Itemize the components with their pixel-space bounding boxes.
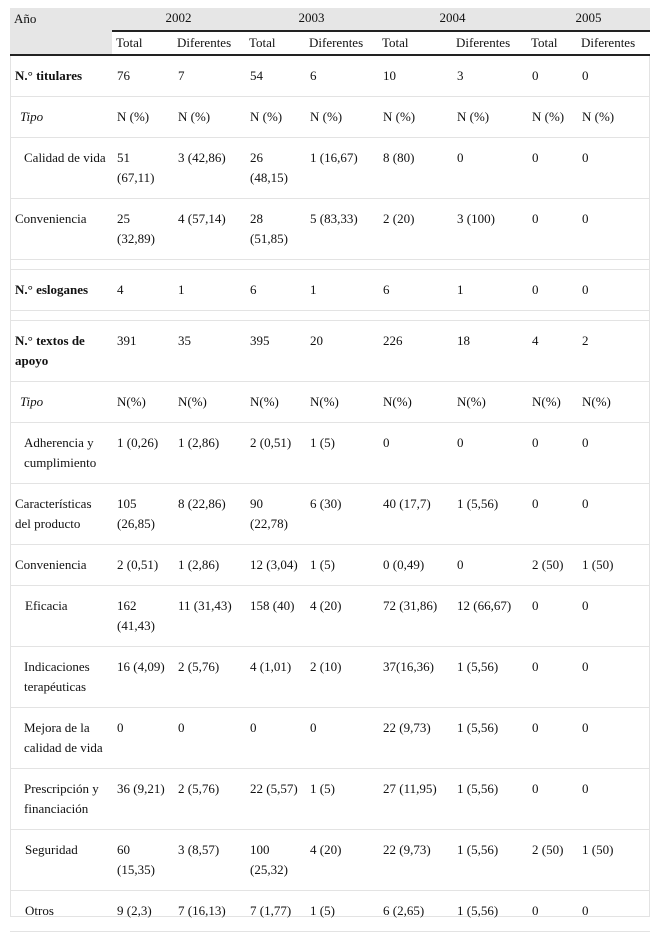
table-row	[10, 138, 650, 199]
table-cell: 54	[245, 55, 305, 97]
table-row	[10, 199, 650, 260]
table-cell: 1 (16,67)	[305, 138, 378, 199]
table-cell: 0	[452, 138, 527, 199]
table-cell: 8 (22,86)	[173, 484, 245, 545]
table-cell: 0	[577, 647, 650, 708]
table-cell: 0	[527, 484, 577, 545]
table-cell: 28 (51,85)	[245, 199, 305, 260]
table-cell: 0 (0,49)	[378, 545, 452, 586]
table-cell: 0	[577, 891, 650, 932]
table-cell: 1 (50)	[577, 830, 650, 891]
table-row	[10, 270, 650, 311]
table-cell: 4 (20)	[305, 830, 378, 891]
table-cell: 6 (30)	[305, 484, 378, 545]
spacer-cell	[10, 311, 650, 321]
table-cell: 0	[173, 708, 245, 769]
table-cell: 7 (16,13)	[173, 891, 245, 932]
row-label: Indicaciones terapéuticas	[10, 647, 112, 708]
table-cell: 22 (9,73)	[378, 830, 452, 891]
table-cell: 162 (41,43)	[112, 586, 173, 647]
table-row	[10, 830, 650, 891]
row-label: Tipo	[10, 382, 112, 423]
row-label: N.° esloganes	[10, 270, 112, 311]
table-cell: 1	[452, 270, 527, 311]
table-cell: 35	[173, 321, 245, 382]
table-cell: 2	[577, 321, 650, 382]
header-diferentes: Diferentes	[173, 31, 245, 55]
table-cell: 1 (5)	[305, 423, 378, 484]
row-label: Adherencia y cumplimiento	[10, 423, 112, 484]
table-cell: 10	[378, 55, 452, 97]
table-cell: 4 (1,01)	[245, 647, 305, 708]
table-cell: 0	[527, 55, 577, 97]
table-cell: 0	[112, 708, 173, 769]
table-cell: 1 (5,56)	[452, 769, 527, 830]
table-cell: 1 (5)	[305, 769, 378, 830]
table-cell: 37(16,36)	[378, 647, 452, 708]
table-cell: 1 (5,56)	[452, 647, 527, 708]
table-row	[10, 586, 650, 647]
table-cell: 0	[577, 270, 650, 311]
table-cell: 2 (20)	[378, 199, 452, 260]
table-cell: 395	[245, 321, 305, 382]
header-row-years	[10, 8, 650, 31]
table-cell: 5 (83,33)	[305, 199, 378, 260]
spacer-row	[10, 260, 650, 270]
table-cell: N(%)	[112, 382, 173, 423]
table-cell: N(%)	[527, 382, 577, 423]
table-cell: 0	[378, 423, 452, 484]
table-cell: 20	[305, 321, 378, 382]
table-cell: 51 (67,11)	[112, 138, 173, 199]
table-cell: 1 (5,56)	[452, 708, 527, 769]
table-cell: N(%)	[173, 382, 245, 423]
table-cell: 22 (5,57)	[245, 769, 305, 830]
table-cell: 0	[527, 647, 577, 708]
header-year-2004: 2004	[378, 8, 527, 31]
table-row	[10, 545, 650, 586]
table-cell: 0	[527, 199, 577, 260]
table-cell: 0	[527, 138, 577, 199]
table-cell: 0	[305, 708, 378, 769]
table-cell: 3 (8,57)	[173, 830, 245, 891]
table-cell: N (%)	[452, 97, 527, 138]
table-cell: 12 (66,67)	[452, 586, 527, 647]
table-row	[10, 321, 650, 382]
table-cell: 1 (0,26)	[112, 423, 173, 484]
table-cell: 6	[305, 55, 378, 97]
header-diferentes: Diferentes	[305, 31, 378, 55]
table-row	[10, 769, 650, 830]
table-row	[10, 891, 650, 932]
table-row	[10, 484, 650, 545]
row-label: Conveniencia	[10, 199, 112, 260]
row-label: N.° titulares	[10, 55, 112, 97]
table-cell: 0	[527, 769, 577, 830]
table-cell: 2 (50)	[527, 830, 577, 891]
table-cell: 25 (32,89)	[112, 199, 173, 260]
table-cell: 22 (9,73)	[378, 708, 452, 769]
table-cell: 2 (10)	[305, 647, 378, 708]
table-cell: N (%)	[527, 97, 577, 138]
table-cell: 27 (11,95)	[378, 769, 452, 830]
header-diferentes: Diferentes	[452, 31, 527, 55]
table-cell: 1 (5)	[305, 545, 378, 586]
table-cell: 1	[305, 270, 378, 311]
table-cell: 0	[527, 270, 577, 311]
data-table	[10, 8, 650, 932]
row-label: Características del producto	[10, 484, 112, 545]
table-cell: N (%)	[112, 97, 173, 138]
table-cell: 2 (5,76)	[173, 769, 245, 830]
table-cell: 3 (100)	[452, 199, 527, 260]
table-row	[10, 55, 650, 97]
table-cell: N(%)	[245, 382, 305, 423]
table-row	[10, 382, 650, 423]
table-cell: N(%)	[305, 382, 378, 423]
table-cell: 60 (15,35)	[112, 830, 173, 891]
table-cell: 0	[577, 484, 650, 545]
table-cell: 0	[527, 423, 577, 484]
table-cell: N(%)	[452, 382, 527, 423]
header-year-2003: 2003	[245, 8, 378, 31]
table-cell: 1 (5,56)	[452, 484, 527, 545]
table-row	[10, 647, 650, 708]
table-cell: 0	[577, 55, 650, 97]
spacer-row	[10, 311, 650, 321]
table-cell: 2 (0,51)	[245, 423, 305, 484]
table-cell: 4 (20)	[305, 586, 378, 647]
table-cell: 226	[378, 321, 452, 382]
table-cell: 0	[527, 586, 577, 647]
table-cell: 0	[527, 891, 577, 932]
table-cell: 3	[452, 55, 527, 97]
table-header	[10, 8, 650, 55]
table-cell: 0	[577, 138, 650, 199]
table-cell: 105 (26,85)	[112, 484, 173, 545]
table-cell: 3 (42,86)	[173, 138, 245, 199]
header-first-col: Año	[10, 8, 112, 55]
table-cell: N (%)	[577, 97, 650, 138]
row-label: Prescripción y financiación	[10, 769, 112, 830]
header-year-2005: 2005	[527, 8, 650, 31]
row-label: Conveniencia	[10, 545, 112, 586]
table-cell: 100 (25,32)	[245, 830, 305, 891]
table-cell: 9 (2,3)	[112, 891, 173, 932]
table-cell: N (%)	[378, 97, 452, 138]
table-cell: 0	[452, 545, 527, 586]
table-cell: 90 (22,78)	[245, 484, 305, 545]
table-cell: 16 (4,09)	[112, 647, 173, 708]
spacer-cell	[10, 260, 650, 270]
row-label: Mejora de la calidad de vida	[10, 708, 112, 769]
table-cell: 0	[245, 708, 305, 769]
table-cell: 1 (2,86)	[173, 423, 245, 484]
table-cell: 36 (9,21)	[112, 769, 173, 830]
header-total: Total	[527, 31, 577, 55]
table-cell: 2 (5,76)	[173, 647, 245, 708]
table-cell: 2 (0,51)	[112, 545, 173, 586]
table-cell: 6	[378, 270, 452, 311]
table-cell: 0	[577, 708, 650, 769]
table-cell: N(%)	[577, 382, 650, 423]
table-cell: 0	[577, 199, 650, 260]
table-cell: 391	[112, 321, 173, 382]
table-cell: 6 (2,65)	[378, 891, 452, 932]
table-cell: 0	[577, 769, 650, 830]
row-label: Eficacia	[10, 586, 112, 647]
table-cell: 76	[112, 55, 173, 97]
table-cell: 4	[112, 270, 173, 311]
table-cell: 1 (5,56)	[452, 891, 527, 932]
table-cell: 2 (50)	[527, 545, 577, 586]
table-cell: N(%)	[378, 382, 452, 423]
header-total: Total	[245, 31, 305, 55]
table-cell: 6	[245, 270, 305, 311]
table-cell: 1 (50)	[577, 545, 650, 586]
table-cell: 4 (57,14)	[173, 199, 245, 260]
table-cell: 7	[173, 55, 245, 97]
table-cell: 8 (80)	[378, 138, 452, 199]
row-label: Tipo	[10, 97, 112, 138]
table-cell: 18	[452, 321, 527, 382]
table-cell: 0	[577, 586, 650, 647]
table-cell: 12 (3,04)	[245, 545, 305, 586]
table-cell: 1 (5,56)	[452, 830, 527, 891]
table-cell: 40 (17,7)	[378, 484, 452, 545]
row-label: N.° textos de apoyo	[10, 321, 112, 382]
table-row	[10, 97, 650, 138]
table-cell: 1 (2,86)	[173, 545, 245, 586]
table-cell: N (%)	[173, 97, 245, 138]
row-label: Calidad de vida	[10, 138, 112, 199]
table-cell: 11 (31,43)	[173, 586, 245, 647]
table-cell: 1 (5)	[305, 891, 378, 932]
table-cell: N (%)	[305, 97, 378, 138]
table-cell: 0	[577, 423, 650, 484]
table-body	[10, 55, 650, 932]
row-label: Otros	[10, 891, 112, 932]
table-row	[10, 708, 650, 769]
table-cell: 7 (1,77)	[245, 891, 305, 932]
table-cell: 1	[173, 270, 245, 311]
row-label: Seguridad	[10, 830, 112, 891]
header-total: Total	[112, 31, 173, 55]
table-cell: 4	[527, 321, 577, 382]
table-cell: 26 (48,15)	[245, 138, 305, 199]
header-year-2002: 2002	[112, 8, 245, 31]
header-diferentes: Diferentes	[577, 31, 650, 55]
table-cell: 0	[452, 423, 527, 484]
table-cell: N (%)	[245, 97, 305, 138]
table-row	[10, 423, 650, 484]
table-cell: 0	[527, 708, 577, 769]
table-cell: 72 (31,86)	[378, 586, 452, 647]
header-total: Total	[378, 31, 452, 55]
table-cell: 158 (40)	[245, 586, 305, 647]
